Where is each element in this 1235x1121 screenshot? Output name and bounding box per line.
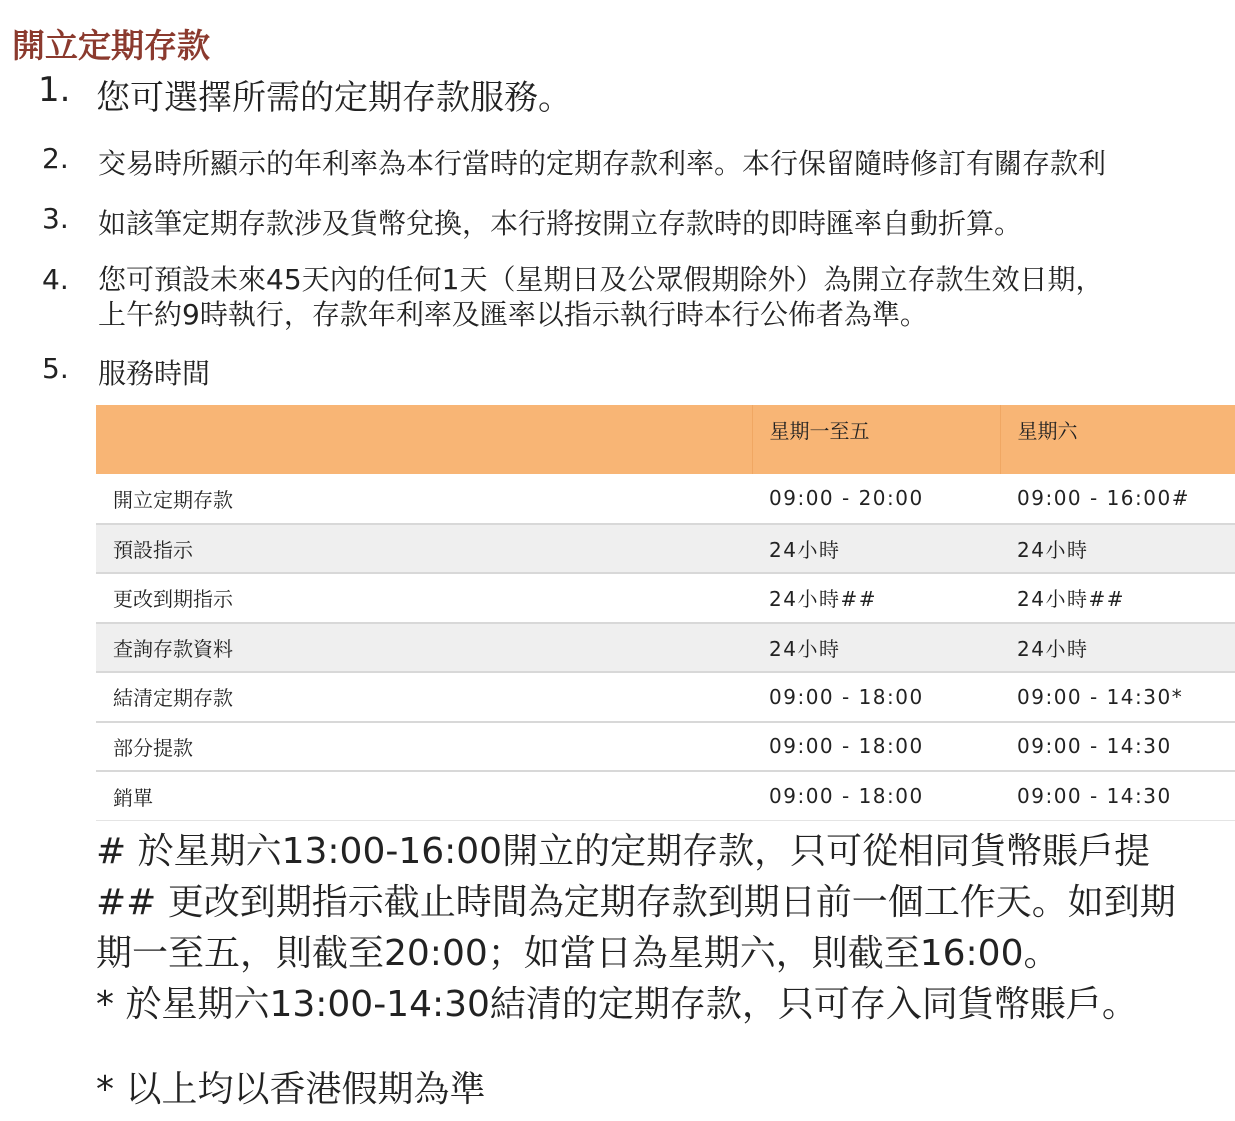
list-item-text-line-2: 上午約9時執行，存款年利率及匯率以指示執行時本行公佈者為準。 [98, 298, 928, 331]
service-name: 部分提款 [96, 722, 752, 772]
list-item-number: 2. [42, 142, 69, 175]
note-line-3: 期一至五，則截至20:00；如當日為星期六，則截至16:00。 [96, 933, 1060, 974]
note-line-1: # 於星期六13:00-16:00開立的定期存款，只可從相同貨幣賬戶提 [96, 831, 1151, 872]
note-line-2: ## 更改到期指示截止時間為定期存款到期日前一個工作天。如到期 [96, 882, 1176, 923]
saturday-hours: 09:00 - 14:30* [1000, 672, 1235, 722]
table-row [96, 524, 1235, 574]
weekday-hours: 09:00 - 20:00 [752, 474, 1000, 524]
saturday-hours: 24小時 [1000, 623, 1235, 673]
table-row [96, 573, 1235, 623]
table-row [96, 623, 1235, 673]
service-name: 開立定期存款 [96, 474, 752, 524]
service-name: 預設指示 [96, 524, 752, 574]
weekday-hours: 09:00 - 18:00 [752, 771, 1000, 821]
list-item-text: 服務時間 [98, 357, 211, 390]
list-item-text-line-1: 您可預設未來45天內的任何1天（星期日及公眾假期除外）為開立存款生效日期， [98, 263, 1104, 296]
table-header-row [96, 405, 1235, 474]
weekday-hours: 09:00 - 18:00 [752, 672, 1000, 722]
table-row [96, 672, 1235, 722]
note-line-4: * 於星期六13:00-14:30結清的定期存款，只可存入同貨幣賬戶。 [96, 984, 1138, 1025]
weekday-hours: 24小時 [752, 623, 1000, 673]
saturday-hours: 09:00 - 16:00# [1000, 474, 1235, 524]
header-weekday: 星期一至五 [752, 405, 1000, 474]
list-item-number: 1. [38, 70, 71, 110]
saturday-hours: 24小時## [1000, 573, 1235, 623]
list-item-number: 3. [42, 202, 69, 235]
list-item-text [98, 262, 1103, 332]
table-row [96, 771, 1235, 821]
header-saturday: 星期六 [1000, 405, 1235, 474]
service-name: 結清定期存款 [96, 672, 752, 722]
service-hours-table [96, 405, 1235, 821]
list-item-number: 4. [42, 263, 69, 296]
saturday-hours: 24小時 [1000, 524, 1235, 574]
weekday-hours: 24小時 [752, 524, 1000, 574]
service-name: 查詢存款資料 [96, 623, 752, 673]
table-notes [96, 826, 1176, 1115]
list-item-number: 5. [42, 352, 69, 385]
saturday-hours: 09:00 - 14:30 [1000, 771, 1235, 821]
weekday-hours: 24小時## [752, 573, 1000, 623]
weekday-hours: 09:00 - 18:00 [752, 722, 1000, 772]
list-item-text: 如該筆定期存款涉及貨幣兌換，本行將按開立存款時的即時匯率自動折算。 [98, 207, 1023, 240]
list-item-text: 您可選擇所需的定期存款服務。 [96, 78, 572, 118]
header-service [96, 405, 752, 474]
table-row [96, 474, 1235, 524]
service-name: 銷單 [96, 771, 752, 821]
holiday-footnote: * 以上均以香港假期為準 [96, 1069, 486, 1110]
list-item-text: 交易時所顯示的年利率為本行當時的定期存款利率。本行保留隨時修訂有關存款利 [98, 147, 1107, 180]
table-row [96, 722, 1235, 772]
saturday-hours: 09:00 - 14:30 [1000, 722, 1235, 772]
service-name: 更改到期指示 [96, 573, 752, 623]
page-title: 開立定期存款 [12, 26, 210, 65]
